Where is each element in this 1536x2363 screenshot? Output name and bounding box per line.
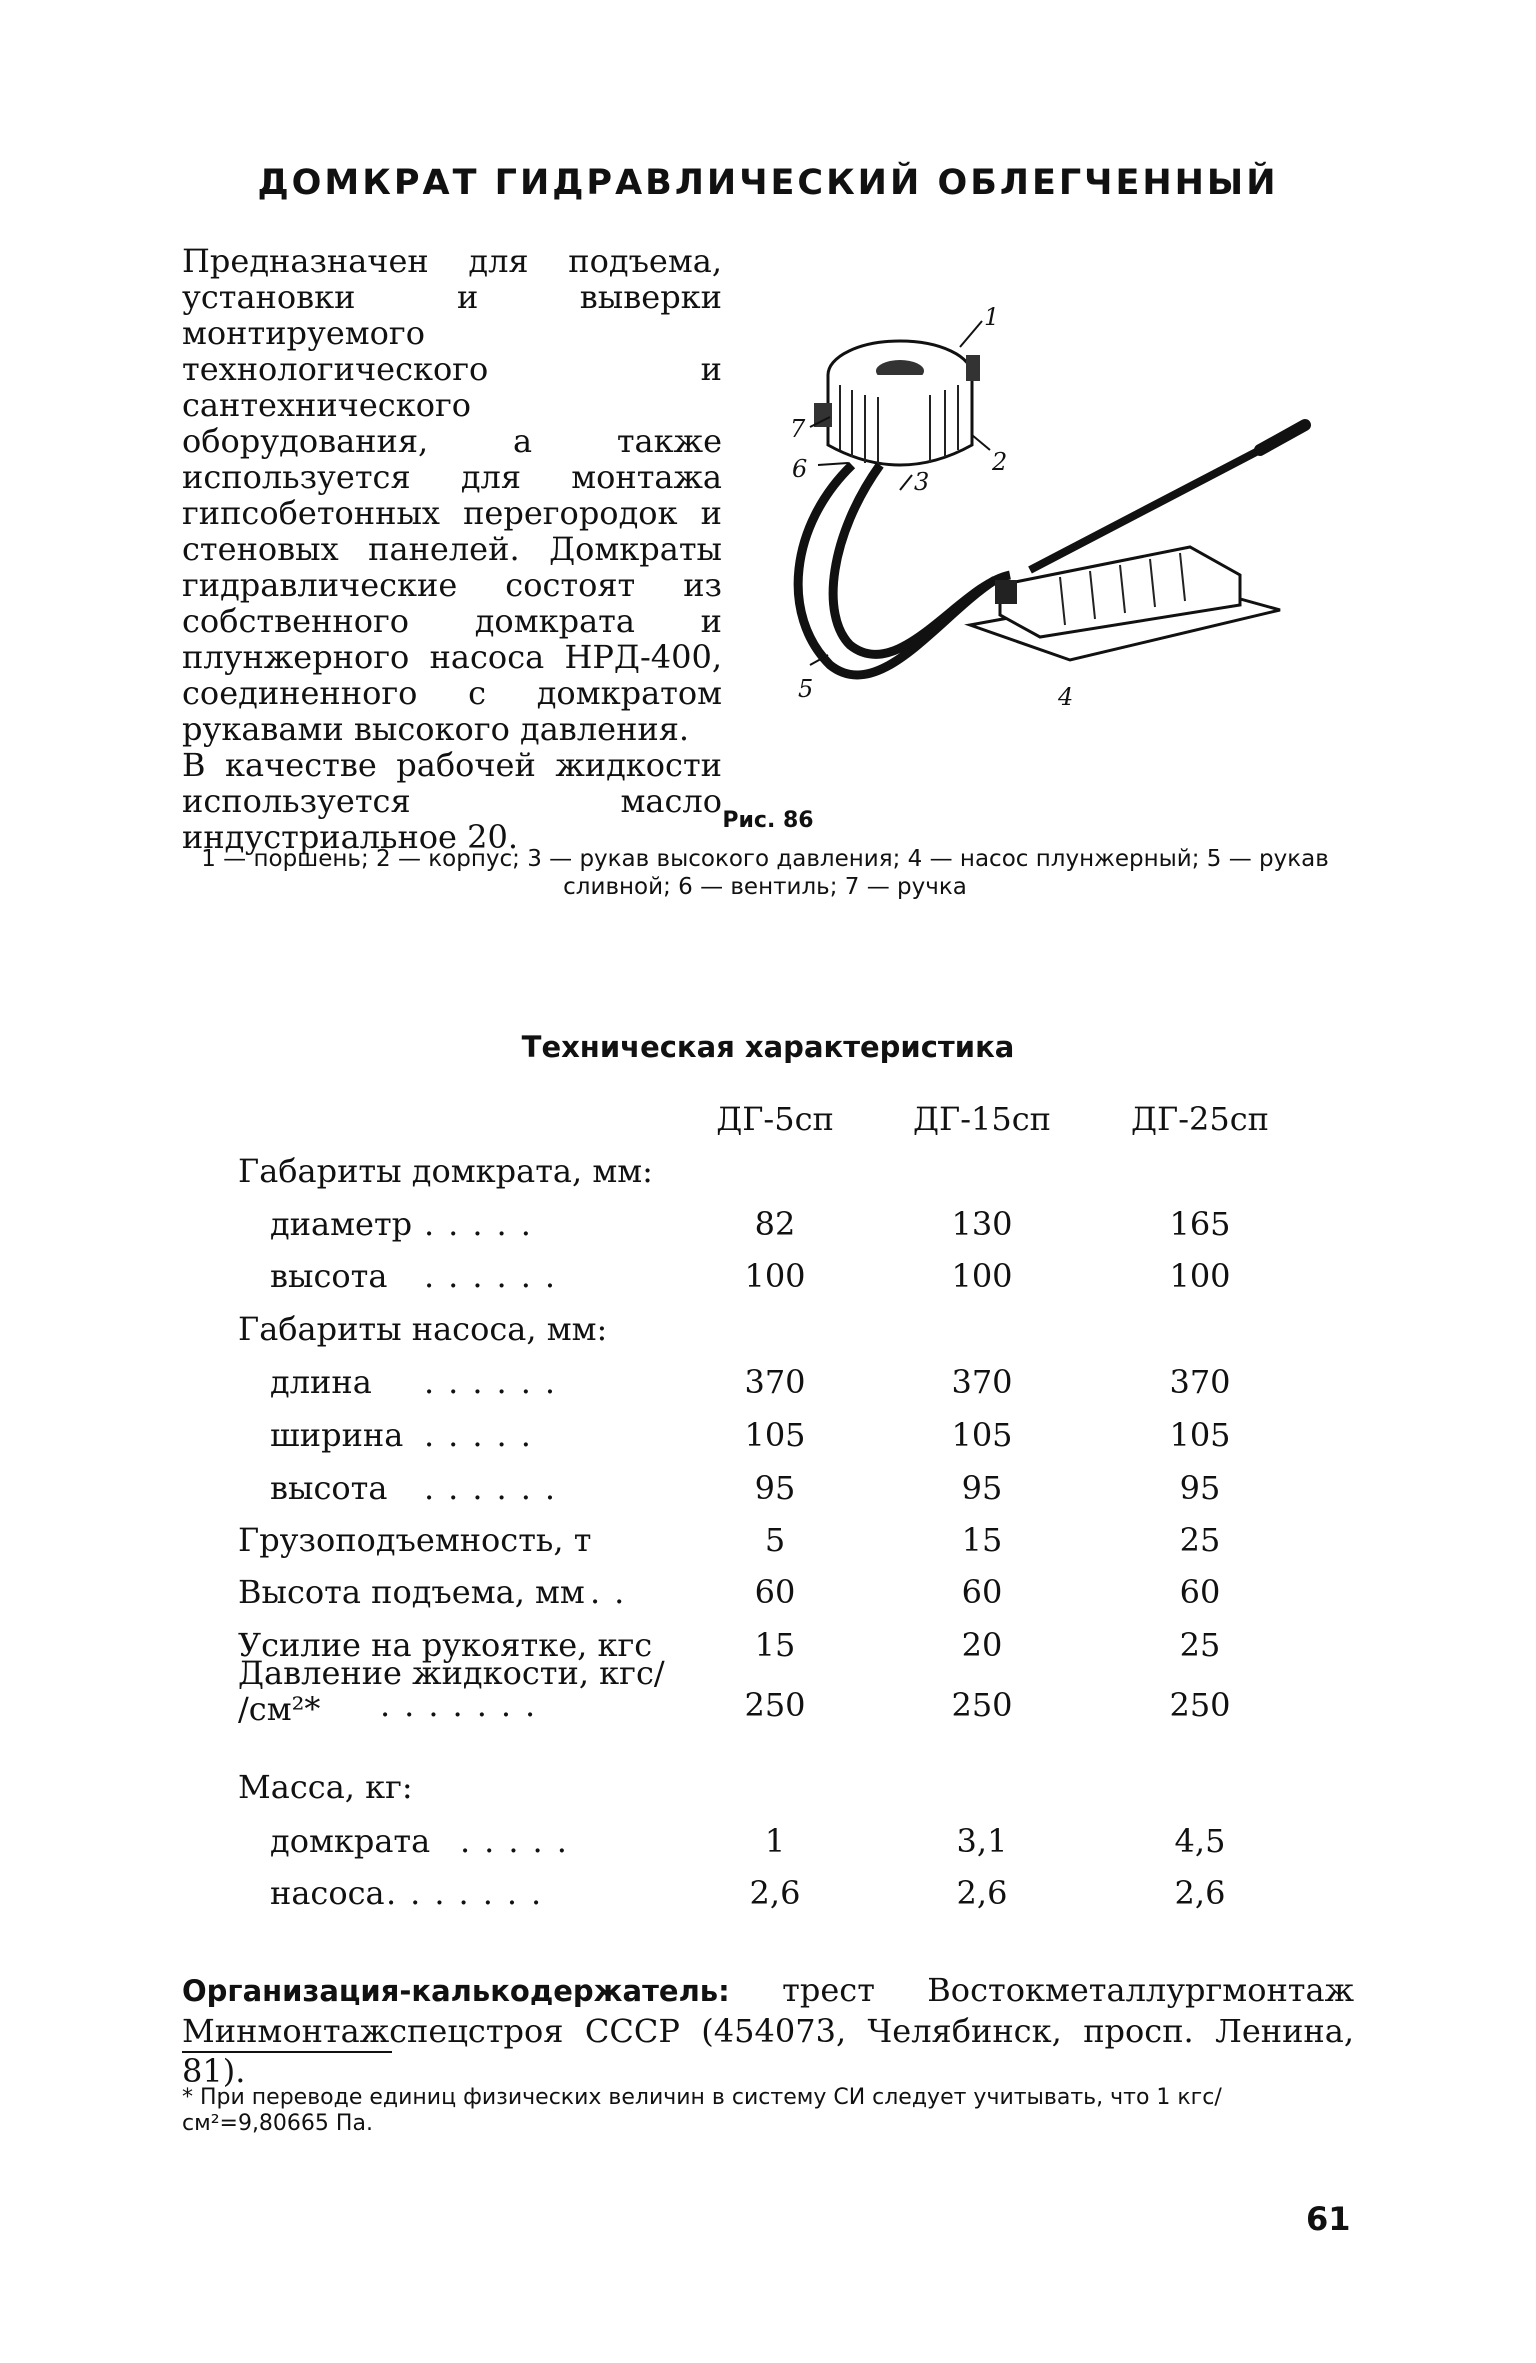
footnote-divider: [182, 2051, 392, 2053]
column-header-dg15: ДГ-15сп: [913, 1100, 1051, 1138]
row-label: Габариты насоса, мм:: [238, 1310, 608, 1348]
page-title: ДОМКРАТ ГИДРАВЛИЧЕСКИЙ ОБЛЕГЧЕННЫЙ: [257, 163, 1279, 203]
row-value: 105: [1169, 1416, 1231, 1454]
row-label: насоса: [270, 1874, 385, 1912]
organization-heading: Организация-калькодержатель:: [182, 1974, 730, 2008]
row-label: домкрата: [270, 1822, 431, 1860]
row-label: Давление жидкости, кгс/: [238, 1654, 665, 1692]
row-value: 250: [1169, 1686, 1231, 1724]
row-value: 4,5: [1174, 1822, 1226, 1860]
row-value: 60: [961, 1573, 1003, 1611]
row-value: 82: [754, 1205, 796, 1243]
table-row: [0, 1573, 1536, 1625]
row-label: Высота подъема, мм: [238, 1573, 585, 1611]
row-value: 1: [764, 1822, 786, 1860]
row-value: 60: [754, 1573, 796, 1611]
figure-legend: 1 — поршень; 2 — корпус; 3 — рукав высокого давления; 4 — насос плунжерный; 5 — рукав сливной; 6 — вентиль; 7 — ручка: [201, 846, 1329, 900]
leader-dots: .....: [460, 1822, 581, 1860]
intro-text: [182, 243, 722, 855]
table-row: [0, 1363, 1536, 1415]
row-value: 370: [1169, 1363, 1231, 1401]
row-value: 15: [754, 1626, 796, 1664]
leader-dots: ......: [424, 1363, 570, 1401]
figure-label-4: 4: [1058, 683, 1074, 711]
row-label: Масса, кг:: [238, 1768, 413, 1806]
high-pressure-hose: [798, 465, 995, 675]
figure-label-5: 5: [798, 675, 814, 703]
row-label: Грузоподъемность, т: [238, 1521, 592, 1559]
organization-text: трест Востокметаллургмонтаж Минмонтажспецстроя СССР (454073, Челябинск, просп. Ленина, 81).: [182, 1971, 1354, 2090]
row-label: высота: [270, 1469, 388, 1507]
figure-label-1: 1: [984, 303, 1000, 331]
table-row: [0, 1205, 1536, 1257]
row-label-continuation: /см²*: [238, 1690, 321, 1728]
table-row: [0, 1257, 1536, 1309]
table-row: [0, 1768, 1536, 1820]
table-row: [0, 1310, 1536, 1362]
figure-label-3: 3: [914, 468, 930, 496]
leader-dots: ..: [590, 1573, 639, 1611]
row-value: 95: [754, 1469, 796, 1507]
row-value: 5: [764, 1521, 786, 1559]
row-label: Габариты домкрата, мм:: [238, 1152, 653, 1190]
leader-dots: .......: [380, 1686, 550, 1724]
page-number: 61: [1306, 2200, 1351, 2238]
intro-paragraph-1: Предназначен для подъема, установки и выверки монтируемого технологического и сантехнического оборудования, а также используется для монтажа гипсобетонных перегородок и стеновых панелей. Домкраты гидравлические состоят из собственного домкрата и плунжерного насоса НРД-400, соединенного с домкратом рукавами высокого давления.: [182, 242, 722, 748]
row-label: длина: [270, 1363, 372, 1401]
table-row: [0, 1822, 1536, 1874]
row-value: 100: [744, 1257, 806, 1295]
row-value: 105: [744, 1416, 806, 1454]
figure-label-6: 6: [792, 455, 808, 483]
leader-dots: .....: [424, 1416, 545, 1454]
row-value: 165: [1169, 1205, 1231, 1243]
column-header-dg5: ДГ-5сп: [716, 1100, 834, 1138]
leader-dots: .......: [386, 1874, 556, 1912]
row-value: 20: [961, 1626, 1003, 1664]
intro-paragraph-2: В качестве рабочей жидкости используется масло индустриальное 20.: [182, 746, 722, 856]
footnote: * При переводе единиц физических величин в систему СИ следует учитывать, что 1 кгс/см²=9,80665 Па.: [182, 2085, 1222, 2136]
table-row: [0, 1469, 1536, 1521]
row-value: 100: [951, 1257, 1013, 1295]
row-value: 2,6: [749, 1874, 801, 1912]
row-value: 60: [1179, 1573, 1221, 1611]
row-value: 100: [1169, 1257, 1231, 1295]
row-value: 370: [951, 1363, 1013, 1401]
row-value: 15: [961, 1521, 1003, 1559]
spec-title: Техническая характеристика: [521, 1030, 1015, 1064]
table-row: [0, 1521, 1536, 1573]
row-value: 95: [961, 1469, 1003, 1507]
leader-dots: ......: [424, 1469, 570, 1507]
row-value: 250: [744, 1686, 806, 1724]
row-value: 2,6: [1174, 1874, 1226, 1912]
row-value: 95: [1179, 1469, 1221, 1507]
row-value: 130: [951, 1205, 1013, 1243]
table-row: [0, 1416, 1536, 1468]
pump-lever: [1030, 450, 1260, 570]
row-label: ширина: [270, 1416, 404, 1454]
figure-label-7: 7: [790, 415, 806, 443]
jack-body: [828, 375, 972, 465]
table-row: [0, 1626, 1536, 1678]
table-row: [0, 1874, 1536, 1926]
figure-caption: Рис. 86: [722, 808, 814, 833]
row-label: Усилие на рукоятке, кгс: [238, 1626, 653, 1664]
row-value: 2,6: [956, 1874, 1008, 1912]
row-value: 105: [951, 1416, 1013, 1454]
row-value: 25: [1179, 1626, 1221, 1664]
figure-label-2: 2: [992, 448, 1008, 476]
column-header-dg25: ДГ-25сп: [1131, 1100, 1269, 1138]
leader-dots: ......: [424, 1257, 570, 1295]
row-value: 3,1: [956, 1822, 1008, 1860]
row-value: 25: [1179, 1521, 1221, 1559]
row-value: 370: [744, 1363, 806, 1401]
table-row: [0, 1152, 1536, 1204]
table-row: [0, 1654, 1536, 1738]
row-value: 250: [951, 1686, 1013, 1724]
jack-illustration: [770, 285, 1330, 725]
row-label: высота: [270, 1257, 388, 1295]
row-label: диаметр: [270, 1205, 413, 1243]
organization-note: [182, 1970, 1354, 2091]
leader-dots: .....: [424, 1205, 545, 1243]
